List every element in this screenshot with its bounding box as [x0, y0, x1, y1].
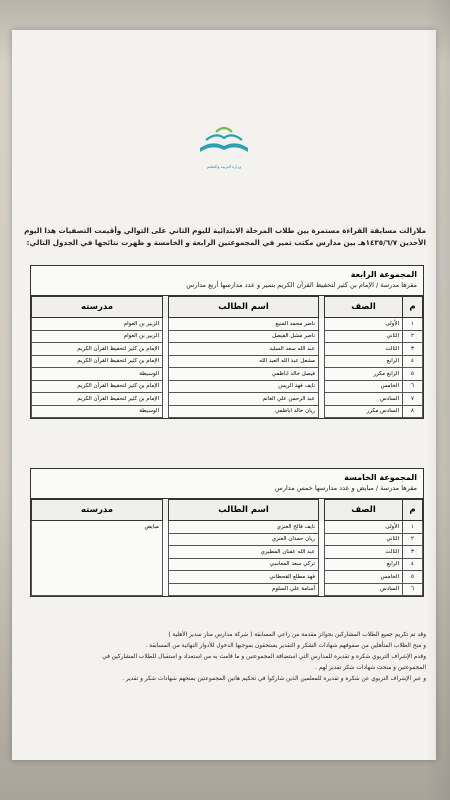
row-student: نايف فهد الريس — [169, 380, 319, 393]
row-number: ٤ — [403, 558, 423, 571]
ministry-logo — [184, 122, 264, 182]
row-number: ٥ — [403, 368, 423, 381]
group-5-subtitle: مقرها مدرسة / مبايض و عدد مدارسها خمس مدارس — [274, 484, 417, 492]
row-school: الوسيطة — [32, 405, 163, 418]
table-row — [32, 393, 423, 406]
row-student: ناصر مشل الفيصل — [169, 330, 319, 343]
note-line: وقدم الإشراف التربوي شكره و تقديره للمدارس التي استضافة المجموعتين و ما قامت به من استعداد و استقبال للطلاب المشاركين في — [102, 654, 426, 660]
col-header-num: م — [403, 500, 423, 521]
row-grade: الثالث — [325, 343, 403, 356]
row-student: ناصر محمد المنيع — [169, 318, 319, 331]
group-4-table — [31, 296, 423, 418]
binder-shadow — [426, 0, 450, 800]
group-4-subtitle: مقرها مدرسة / الإمام بن كثير لتحفيظ القرآن الكريم بتمير و عدد مدارسها أربع مدارس — [186, 281, 417, 289]
table-row — [32, 405, 423, 418]
row-grade: الرابع — [325, 558, 403, 571]
group-4-section — [30, 265, 424, 419]
row-school: الإمام بن كثير لتحفيظ القرآن الكريم — [32, 343, 163, 356]
row-school: الإمام بن كثير لتحفيظ القرآن الكريم — [32, 380, 163, 393]
row-grade: الرابع مكرر — [325, 368, 403, 381]
row-student: عبد الله عفنان المطيري — [169, 546, 319, 559]
group-4-title: المجموعة الرابعة — [350, 270, 417, 279]
document-page — [12, 30, 436, 760]
table-row — [32, 380, 423, 393]
merged-school: مبايض — [32, 521, 163, 596]
row-grade: الرابع — [325, 355, 403, 368]
row-number: ٢ — [403, 533, 423, 546]
note-line: و عبر الإشراف التربوي عن شكره و تقديره للمعلمين الذين شاركوا في تحكيم هاتين المجموعتين بمنحهم شهادات شكر و تقدير . — [122, 676, 426, 682]
row-student: تركي سعد المعاسي — [169, 558, 319, 571]
row-school: الإمام بن كثير لتحفيظ القرآن الكريم — [32, 355, 163, 368]
row-number: ٨ — [403, 405, 423, 418]
row-school: الزبير بن العوام — [32, 330, 163, 343]
group-5-title: المجموعة الخامسة — [344, 473, 417, 482]
row-number: ١ — [403, 521, 423, 534]
logo-caption: وزارة التربية والتعليم — [206, 164, 242, 169]
row-grade: الثاني — [325, 533, 403, 546]
row-student: مشعل عبد الله العبد الله — [169, 355, 319, 368]
row-grade: الخامس — [325, 571, 403, 584]
note-line: و منح الطلاب المتأهلين من صفوفهم شهادات الشكر و التقدير يستحقون بموجبها الدخول للأدوار النهائية من المسابقة . — [145, 643, 426, 649]
col-header-school: مدرسته — [32, 500, 163, 521]
col-header-grade: الصف — [325, 297, 403, 318]
row-number: ١ — [403, 318, 423, 331]
row-grade: السادس — [325, 583, 403, 596]
note-line: المجموعتين و منحت شهادات شكر تقدير لهم . — [315, 665, 426, 671]
row-number: ٤ — [403, 355, 423, 368]
row-number: ٣ — [403, 343, 423, 356]
table-row — [32, 318, 423, 331]
row-number: ٦ — [403, 583, 423, 596]
group-4-header — [31, 266, 423, 296]
group-5-table — [31, 499, 423, 596]
group-5-section — [30, 468, 424, 597]
table-row — [32, 330, 423, 343]
table-row — [32, 355, 423, 368]
table-row — [32, 368, 423, 381]
row-student: فيصل خالد اباظمي — [169, 368, 319, 381]
row-student: ريان خالد اباظمي — [169, 405, 319, 418]
col-header-num: م — [403, 297, 423, 318]
row-grade: السادس مكرر — [325, 405, 403, 418]
row-school: الوسيطة — [32, 368, 163, 381]
note-line: وقد تم تكريم جميع الطلاب المشاركين بجوائز مقدمة من راعي المسابقة ( شركة مدارس منار سدير الأهلية ) — [168, 632, 426, 638]
row-number: ٢ — [403, 330, 423, 343]
row-student: أسامة علي السلوم — [169, 583, 319, 596]
row-school: الزبير بن العوام — [32, 318, 163, 331]
row-grade: الأولى — [325, 318, 403, 331]
row-student: عبد الله سعد السليد — [169, 343, 319, 356]
row-grade: الخامس — [325, 380, 403, 393]
row-student: نايف فالح العنزي — [169, 521, 319, 534]
row-grade: السادس — [325, 393, 403, 406]
row-number: ٣ — [403, 546, 423, 559]
col-header-grade: الصف — [325, 500, 403, 521]
table-row — [32, 343, 423, 356]
closing-notes — [22, 630, 426, 685]
row-student: فهد مطلع القحطاني — [169, 571, 319, 584]
intro-line-2: الأحدين ١٤٣٥/٦/٧هـ بين مدارس مكتب تمير في المجموعتين الرابعة و الخامسة و ظهرت نتائجها في الجدول التالي: — [26, 238, 426, 247]
intro-paragraph — [22, 225, 426, 249]
book-logo-icon — [196, 122, 252, 162]
row-student: عبد الرحمن علي الغانم — [169, 393, 319, 406]
row-grade: الأولى — [325, 521, 403, 534]
col-header-school: مدرسته — [32, 297, 163, 318]
col-header-student: اسم الطالب — [169, 297, 319, 318]
group-5-header — [31, 469, 423, 499]
row-student: ريان حمدان العنزي — [169, 533, 319, 546]
row-number: ٧ — [403, 393, 423, 406]
table-row — [32, 521, 423, 534]
col-header-student: اسم الطالب — [169, 500, 319, 521]
row-number: ٥ — [403, 571, 423, 584]
row-school: الإمام بن كثير لتحفيظ القرآن الكريم — [32, 393, 163, 406]
row-grade: الثالث — [325, 546, 403, 559]
intro-line-1: ملازالت مسابقة القراءة مستمرة بين طلاب المرحلة الابتدائية لليوم الثاني على التوالي وأقيمت التصفيات هذا اليوم — [24, 226, 426, 235]
row-grade: الثاني — [325, 330, 403, 343]
row-number: ٦ — [403, 380, 423, 393]
